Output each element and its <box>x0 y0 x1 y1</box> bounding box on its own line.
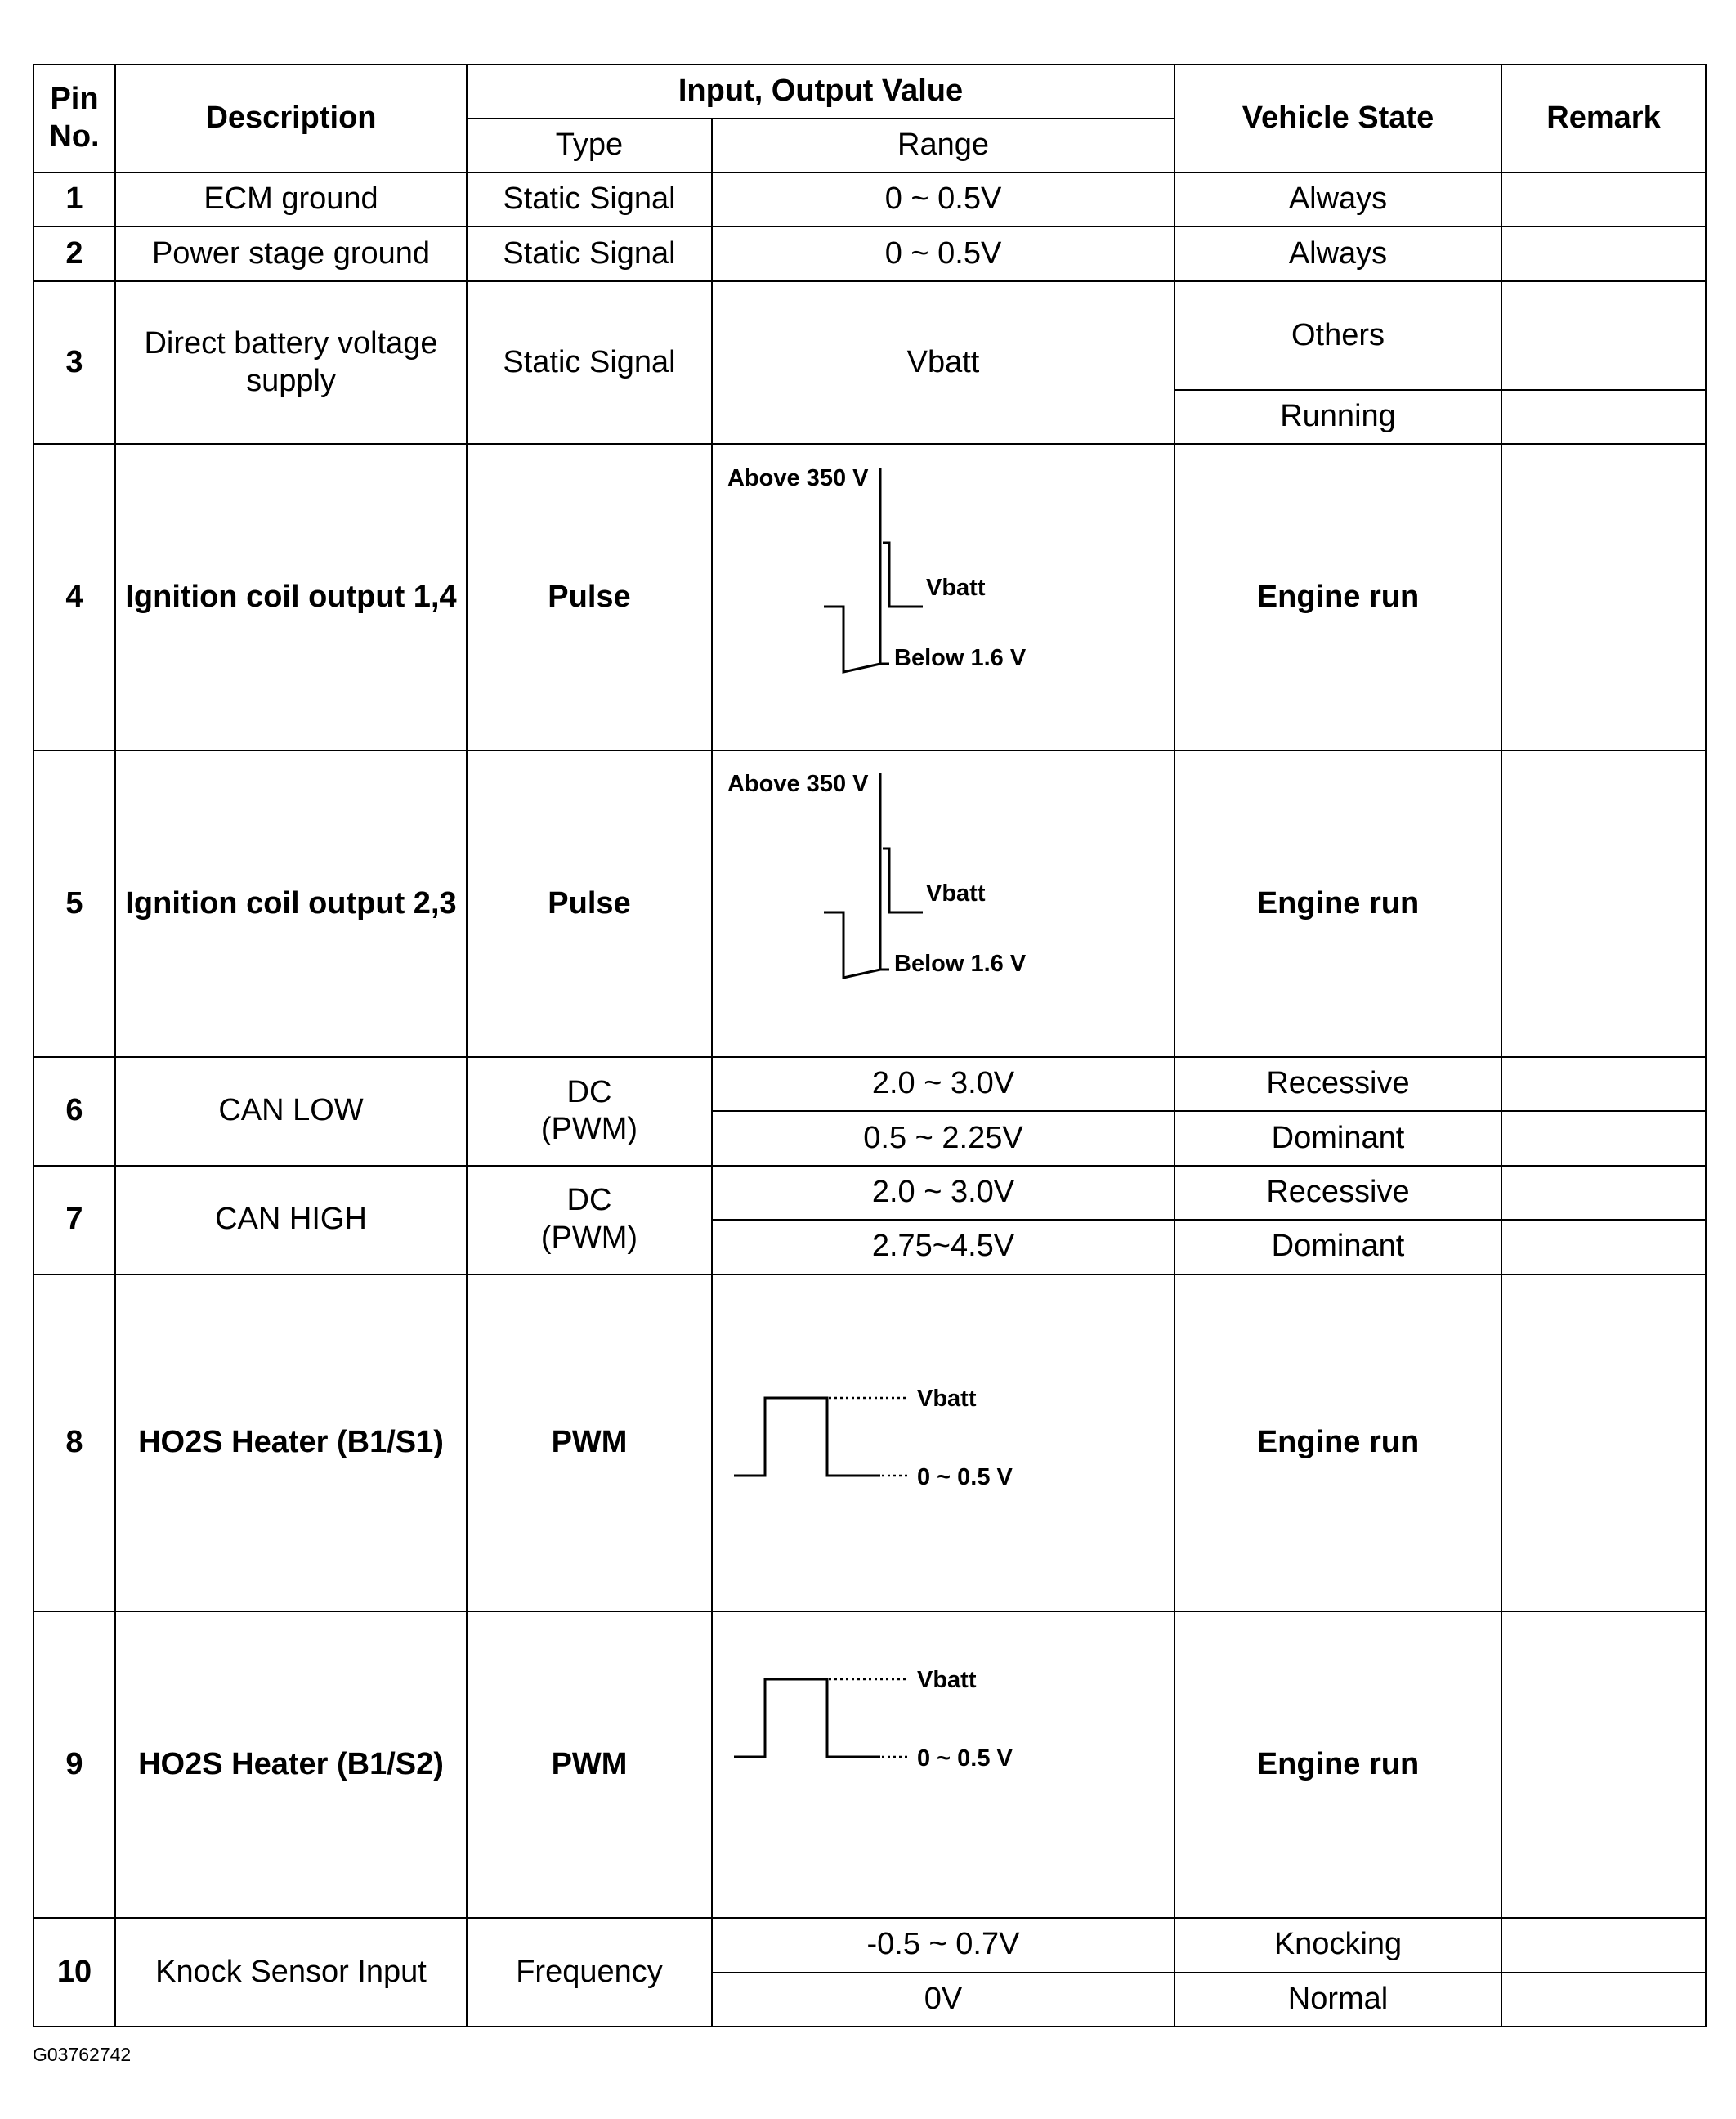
pwm-waveform <box>713 1614 1175 1916</box>
range-cell: 0 ~ 0.5V <box>712 172 1174 226</box>
description-cell: CAN LOW <box>115 1057 467 1166</box>
header-io-value: Input, Output Value <box>467 65 1174 119</box>
state-cell: Running <box>1174 390 1501 444</box>
table-row <box>34 750 1706 1057</box>
remark-cell <box>1501 750 1706 1057</box>
pin-number: 5 <box>34 750 115 1057</box>
description-cell: Power stage ground <box>115 226 467 280</box>
wave-label-mid: Vbatt <box>926 574 986 601</box>
remark-cell <box>1501 281 1706 390</box>
table-row <box>34 281 1706 390</box>
figure-id-caption: G03762742 <box>33 2044 132 2065</box>
header-pin: Pin No. <box>34 65 115 172</box>
description-cell: Direct battery voltage supply <box>115 281 467 444</box>
table-row <box>34 172 1706 226</box>
description-cell: CAN HIGH <box>115 1166 467 1275</box>
ignition-pulse-waveform <box>713 752 1175 1055</box>
range-cell: 2.0 ~ 3.0V <box>712 1057 1174 1111</box>
type-cell: DC (PWM) <box>467 1057 712 1166</box>
table-row <box>34 1057 1706 1111</box>
wave-label-low: 0 ~ 0.5 V <box>917 1463 1013 1490</box>
table-row <box>34 1275 1706 1612</box>
wave-label-low: Below 1.6 V <box>894 644 1027 671</box>
state-cell: Dominant <box>1174 1111 1501 1165</box>
table-row <box>34 1611 1706 1918</box>
range-cell: 0 ~ 0.5V <box>712 226 1174 280</box>
description-cell: Knock Sensor Input <box>115 1918 467 2027</box>
range-cell: 2.0 ~ 3.0V <box>712 1166 1174 1220</box>
type-cell: Static Signal <box>467 281 712 444</box>
remark-cell <box>1501 226 1706 280</box>
remark-cell <box>1501 1275 1706 1612</box>
header-vehicle-state: Vehicle State <box>1174 65 1501 172</box>
remark-cell <box>1501 444 1706 750</box>
state-cell: Engine run <box>1174 750 1501 1057</box>
state-cell: Normal <box>1174 1973 1501 2027</box>
wave-label-top: Above 350 V <box>727 464 869 491</box>
type-cell: Pulse <box>467 444 712 750</box>
state-cell: Recessive <box>1174 1166 1501 1220</box>
remark-cell <box>1501 172 1706 226</box>
state-cell: Recessive <box>1174 1057 1501 1111</box>
range-cell <box>712 444 1174 750</box>
description-cell: Ignition coil output 1,4 <box>115 444 467 750</box>
remark-cell <box>1501 1057 1706 1111</box>
range-cell <box>712 1275 1174 1612</box>
description-cell: Ignition coil output 2,3 <box>115 750 467 1057</box>
description-cell: ECM ground <box>115 172 467 226</box>
wave-label-top: Above 350 V <box>727 771 869 798</box>
description-cell: HO2S Heater (B1/S2) <box>115 1611 467 1918</box>
wave-label-low: Below 1.6 V <box>894 951 1027 978</box>
remark-cell <box>1501 1111 1706 1165</box>
remark-cell <box>1501 390 1706 444</box>
wave-label-low: 0 ~ 0.5 V <box>917 1745 1013 1772</box>
pin-number: 9 <box>34 1611 115 1918</box>
pin-data-table <box>33 64 1707 2027</box>
pin-number: 6 <box>34 1057 115 1166</box>
state-cell: Engine run <box>1174 1275 1501 1612</box>
table-row <box>34 1918 1706 1972</box>
type-cell: Static Signal <box>467 172 712 226</box>
pin-number: 1 <box>34 172 115 226</box>
type-cell: DC (PWM) <box>467 1166 712 1275</box>
pin-number: 2 <box>34 226 115 280</box>
header-description: Description <box>115 65 467 172</box>
pwm-waveform <box>713 1292 1175 1594</box>
state-cell: Engine run <box>1174 444 1501 750</box>
state-cell: Dominant <box>1174 1220 1501 1274</box>
range-cell: 2.75~4.5V <box>712 1220 1174 1274</box>
ignition-pulse-waveform <box>713 446 1175 749</box>
state-cell: Always <box>1174 172 1501 226</box>
description-cell: HO2S Heater (B1/S1) <box>115 1275 467 1612</box>
state-cell: Engine run <box>1174 1611 1501 1918</box>
remark-cell <box>1501 1220 1706 1274</box>
state-cell: Always <box>1174 226 1501 280</box>
pin-number: 8 <box>34 1275 115 1612</box>
pin-number: 10 <box>34 1918 115 2027</box>
header-type: Type <box>467 119 712 172</box>
remark-cell <box>1501 1166 1706 1220</box>
header-range: Range <box>712 119 1174 172</box>
type-cell: Static Signal <box>467 226 712 280</box>
type-cell: Frequency <box>467 1918 712 2027</box>
remark-cell <box>1501 1973 1706 2027</box>
type-cell: PWM <box>467 1275 712 1612</box>
range-cell: Vbatt <box>712 281 1174 444</box>
remark-cell <box>1501 1611 1706 1918</box>
type-cell: PWM <box>467 1611 712 1918</box>
range-cell <box>712 750 1174 1057</box>
range-cell: -0.5 ~ 0.7V <box>712 1918 1174 1972</box>
remark-cell <box>1501 1918 1706 1972</box>
pin-number: 3 <box>34 281 115 444</box>
state-cell: Others <box>1174 281 1501 390</box>
range-cell: 0V <box>712 1973 1174 2027</box>
pin-number: 4 <box>34 444 115 750</box>
pin-number: 7 <box>34 1166 115 1275</box>
wave-label-high: Vbatt <box>917 1385 977 1412</box>
table-row <box>34 226 1706 280</box>
table-row <box>34 1166 1706 1220</box>
wave-label-high: Vbatt <box>917 1666 977 1693</box>
state-cell: Knocking <box>1174 1918 1501 1972</box>
range-cell: 0.5 ~ 2.25V <box>712 1111 1174 1165</box>
table-row <box>34 444 1706 750</box>
range-cell <box>712 1611 1174 1918</box>
type-cell: Pulse <box>467 750 712 1057</box>
wave-label-mid: Vbatt <box>926 880 986 907</box>
header-remark: Remark <box>1501 65 1706 172</box>
